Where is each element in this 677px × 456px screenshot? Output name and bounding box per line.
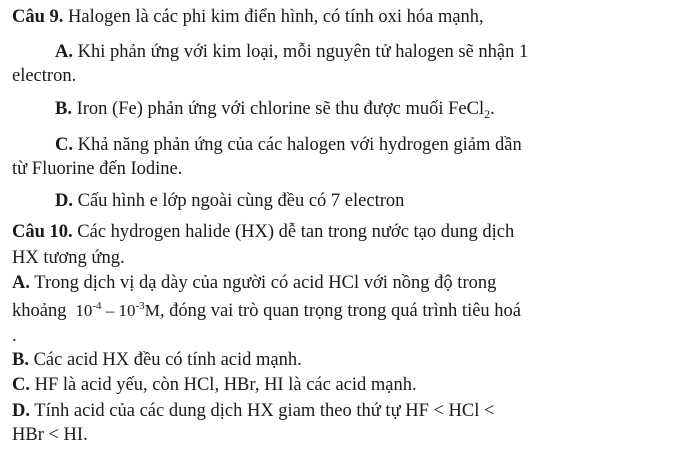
q10-option-c-text: HF là acid yếu, còn HCl, HBr, HI là các acid mạnh.: [34, 375, 417, 395]
math-unit: M: [144, 301, 160, 320]
q10-option-c-label: C.: [12, 375, 30, 395]
q9-option-b-end: .: [490, 99, 495, 119]
math-exp-b: -3: [135, 300, 145, 312]
math-10-b: – 10: [105, 301, 136, 320]
q10-stem-text: Các hydrogen halide (HX) dễ tan trong nước tạo dung dịch: [77, 222, 515, 242]
q10-option-a-text-3: .: [12, 326, 17, 346]
q10-option-b-label: B.: [12, 350, 29, 370]
q9-option-c-text: Khả năng phản ứng của các halogen với hydrogen giảm dần: [77, 135, 522, 155]
q10-option-a-label: A.: [12, 273, 30, 293]
q10-label: Câu 10.: [12, 222, 73, 242]
q9-option-c-label: C.: [55, 135, 73, 155]
q10-option-a: [12, 271, 496, 295]
q10-option-d: [12, 399, 494, 423]
q9-stem: [12, 5, 484, 29]
q9-option-a-text: Khi phản ứng với kim loại, mỗi nguyên tử halogen sẽ nhận 1: [77, 42, 529, 62]
q10-option-a-cont: [12, 299, 521, 323]
q9-option-d-text: Cấu hình e lớp ngoài cùng đều có 7 electron: [77, 191, 405, 211]
q10-option-a-text: Trong dịch vị dạ dày của người có acid HCl với nồng độ trong: [34, 273, 497, 293]
q9-option-b-text: Iron (Fe) phản ứng với chlorine sẽ thu được muối FeCl: [76, 99, 485, 119]
q10-option-d-label: D.: [12, 401, 30, 421]
q9-option-d-label: D.: [55, 191, 73, 211]
q10-stem-cont: [12, 246, 125, 270]
q9-option-b-label: B.: [55, 99, 72, 119]
q9-option-c: [55, 133, 522, 157]
q10-option-d-text-2: HBr < HI.: [12, 425, 88, 445]
q9-option-a-cont: [12, 64, 76, 88]
q9-option-a: [55, 40, 528, 64]
q10-option-a-text-post: , đóng vai trò quan trọng trong quá trình tiêu hoá: [159, 301, 522, 321]
q10-option-c: [12, 373, 417, 397]
q10-option-b-text: Các acid HX đều có tính acid mạnh.: [33, 350, 302, 370]
q10-stem-text-2: HX tương ứng.: [12, 248, 125, 268]
math-10-a: 10: [75, 301, 93, 320]
q9-option-c-cont: [12, 157, 182, 181]
q9-stem-text: Halogen là các phi kim điển hình, có tính oxi hóa mạnh,: [68, 7, 484, 27]
q10-option-a-cont-2: [12, 324, 17, 348]
q9-label: Câu 9.: [12, 7, 64, 27]
q10-option-b: [12, 348, 302, 372]
q9-option-a-label: A.: [55, 42, 73, 62]
q10-option-d-cont: [12, 423, 88, 447]
q10-stem: [12, 220, 514, 244]
q9-option-c-text-2: từ Fluorine đến Iodine.: [12, 159, 183, 179]
q9-option-b-sub: 2: [484, 107, 491, 121]
q9-option-a-text-2: electron.: [12, 66, 77, 86]
concentration-range: [71, 301, 160, 320]
q9-option-b: [55, 97, 495, 121]
q10-option-a-text-pre: khoảng: [12, 301, 67, 321]
q9-option-d: [55, 189, 404, 213]
q10-option-d-text: Tính acid của các dung dịch HX giam theo thứ tự HF < HCl <: [34, 401, 495, 421]
math-exp-a: -4: [92, 300, 102, 312]
